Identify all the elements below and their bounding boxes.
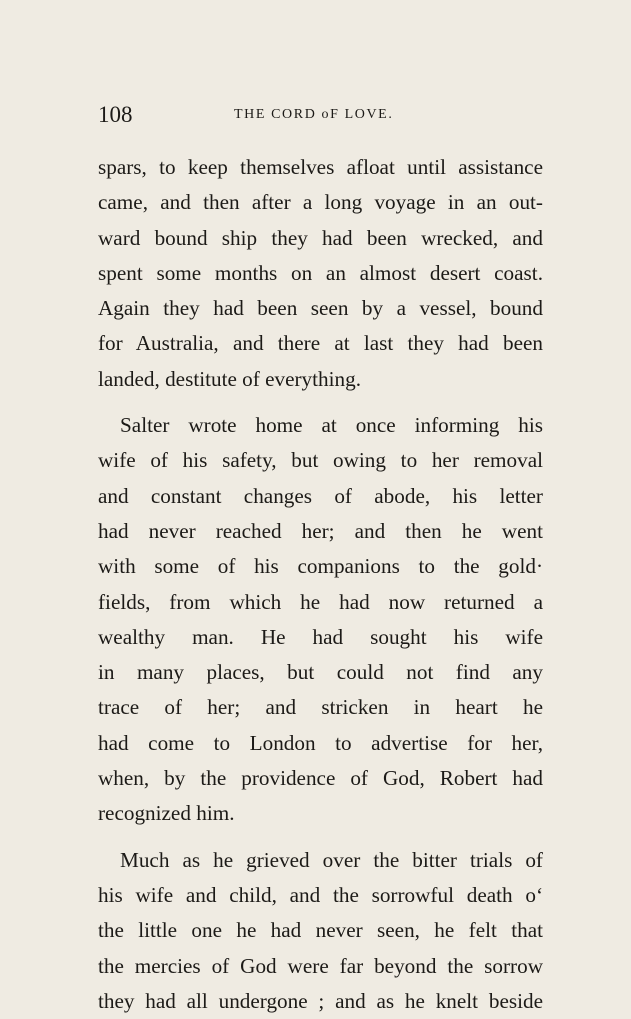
text-line: fields, from which he had now returned a (98, 589, 543, 614)
body-text (98, 150, 543, 1019)
text-line: spent some months on an almost desert coast. (98, 260, 543, 285)
running-title: THE CORD oF LOVE. (234, 107, 394, 122)
text-line: the mercies of God were far beyond the sorrow (98, 953, 543, 978)
text-line: wealthy man. He had sought his wife (98, 624, 543, 649)
text-line: for Australia, and there at last they had been (98, 331, 543, 356)
text-line: had never reached her; and then he went (98, 518, 543, 543)
text-line: Again they had been seen by a vessel, bound (98, 296, 543, 321)
paragraph-gap (98, 397, 543, 408)
text-line: recognized him. (98, 801, 235, 826)
paragraph-gap (98, 832, 543, 843)
text-line: in many places, but could not find any (98, 660, 543, 685)
text-line: when, by the providence of God, Robert had (98, 766, 543, 791)
text-line: trace of her; and stricken in heart he (98, 695, 543, 720)
text-line: spars, to keep themselves afloat until assistance (98, 155, 543, 179)
text-line: Much as he grieved over the bitter trials of (120, 847, 543, 872)
text-line: ward bound ship they had been wrecked, and (98, 225, 543, 250)
page-number: 108 (98, 102, 133, 127)
text-line: landed, destitute of everything. (98, 366, 362, 391)
text-line: Salter wrote home at once informing his (120, 413, 543, 438)
page-header (98, 100, 538, 130)
text-line: with some of his companions to the gold· (98, 554, 543, 579)
text-line: wife of his safety, but owing to her removal (98, 448, 543, 473)
text-line: came, and then after a long voyage in an out- (98, 190, 543, 215)
text-line: had come to London to advertise for her, (98, 730, 543, 755)
text-line: his wife and child, and the sorrowful death oʻ (98, 882, 543, 907)
text-line: and constant changes of abode, his letter (98, 483, 543, 508)
text-line: they had all undergone ; and as he knelt beside (98, 988, 543, 1013)
text-line: the little one he had never seen, he felt that (98, 918, 543, 943)
